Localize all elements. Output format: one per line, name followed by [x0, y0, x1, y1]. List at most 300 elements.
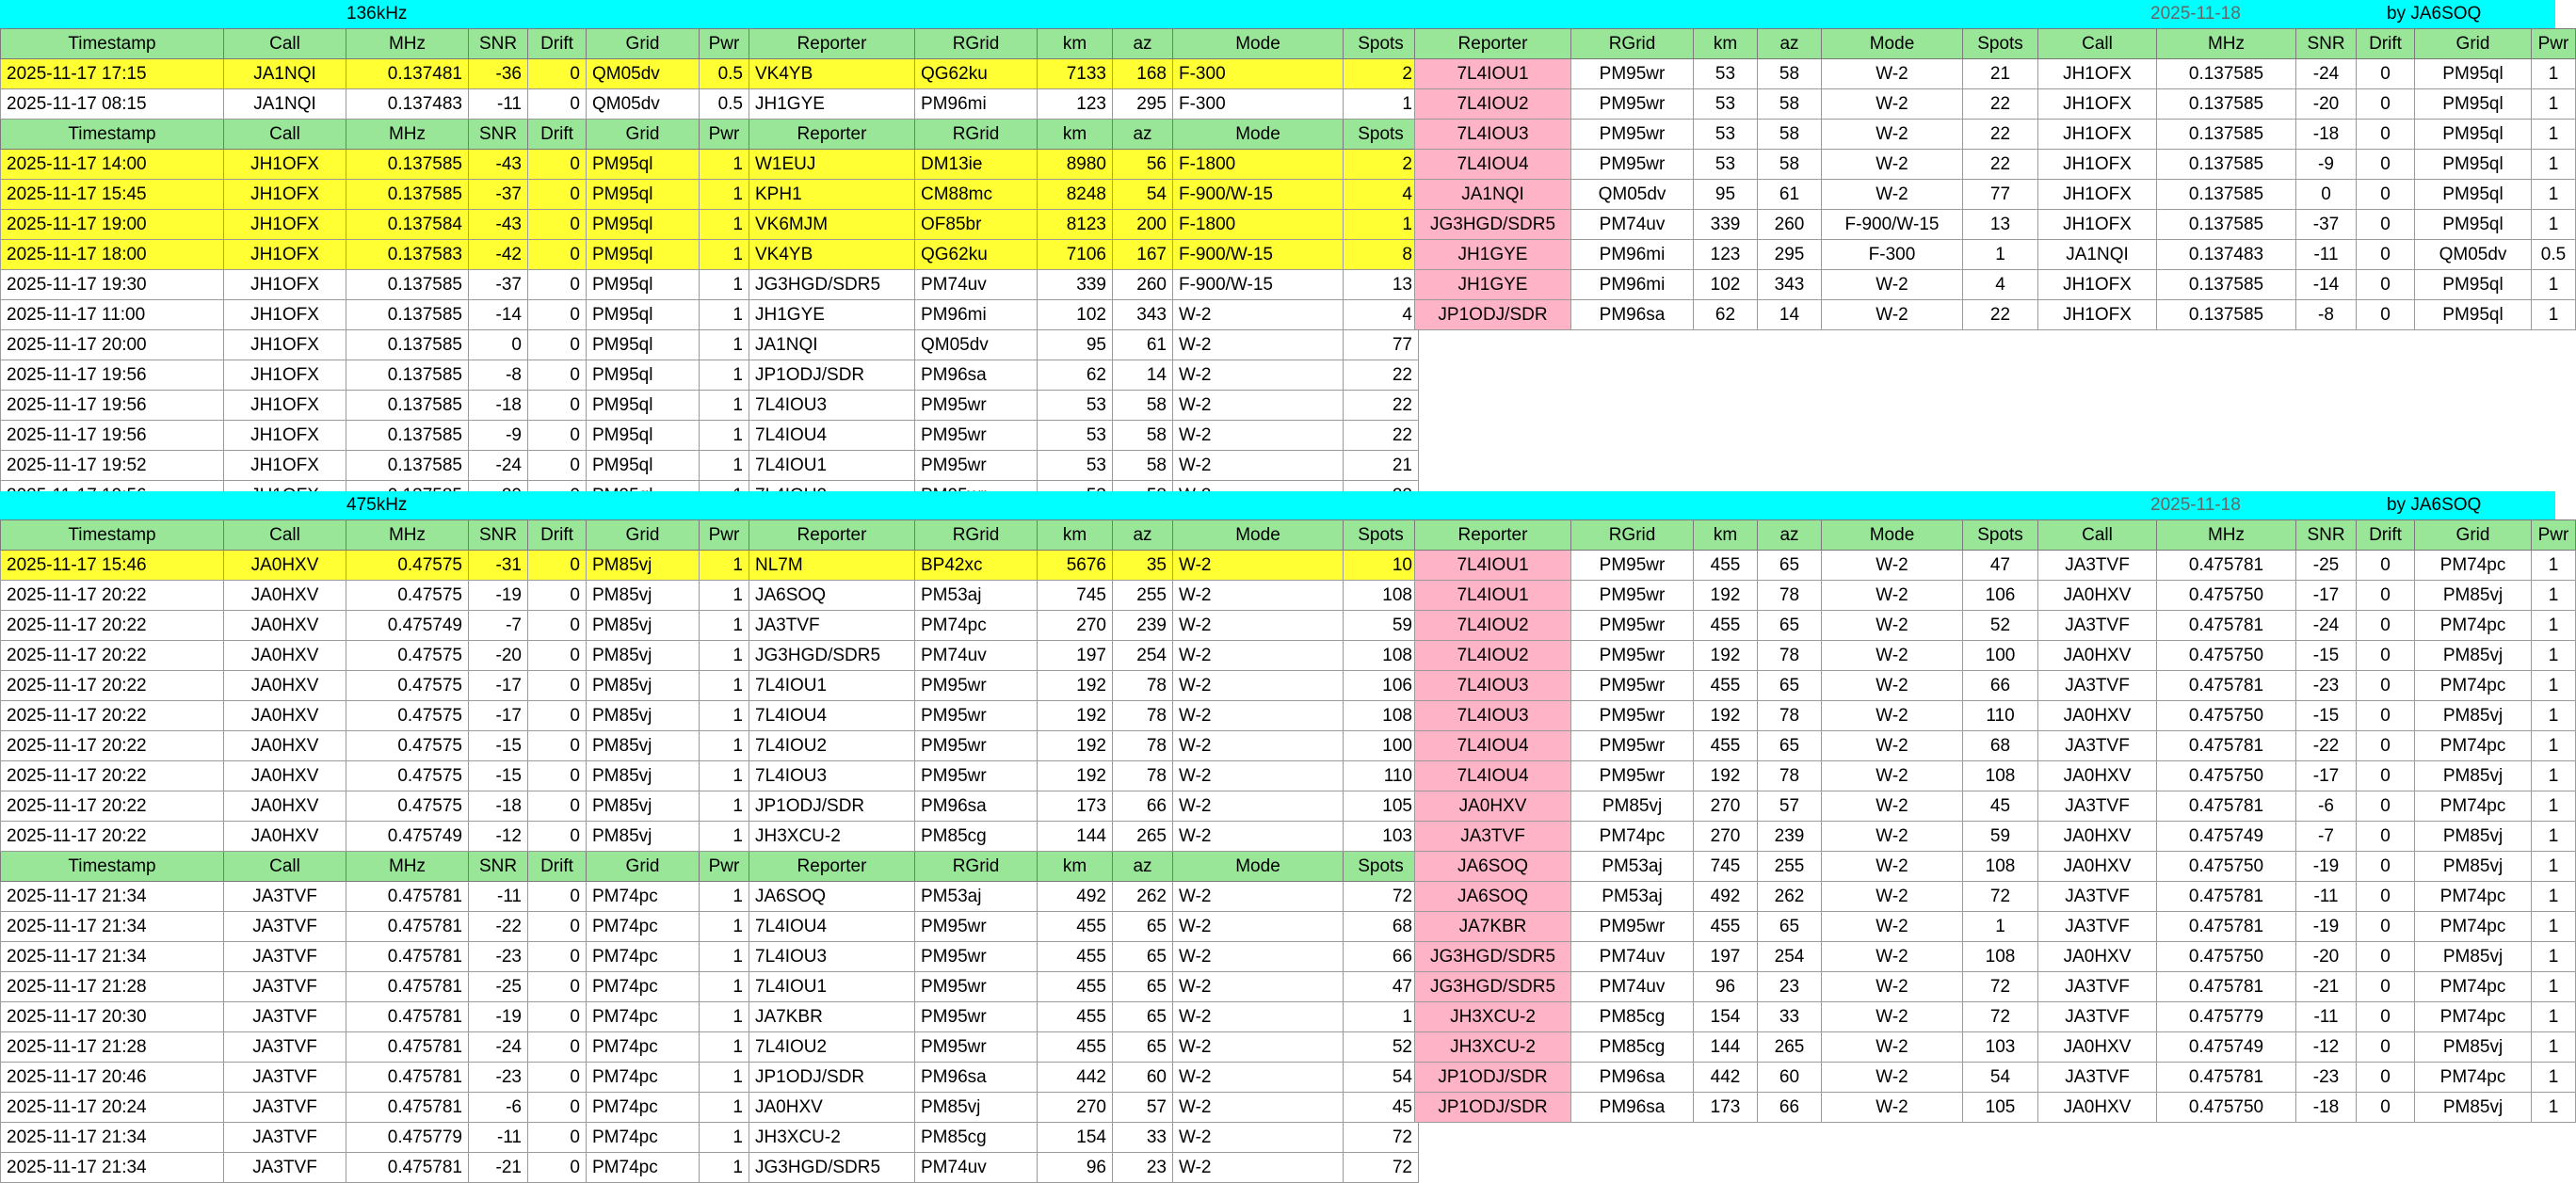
table-cell: 58: [1758, 89, 1822, 120]
table-cell: 200: [1113, 210, 1173, 240]
table-cell: 1: [700, 641, 749, 671]
table-cell: 1: [2532, 972, 2576, 1002]
table-cell: PM74pc: [2415, 791, 2532, 822]
table-cell: F-900/W-15: [1822, 210, 1963, 240]
table-cell: W-2: [1822, 852, 1963, 882]
table-cell: 0: [528, 611, 587, 641]
table-cell: PM74pc: [2415, 972, 2532, 1002]
table-cell: F-900/W-15: [1173, 270, 1344, 300]
table-cell: PM85cg: [1571, 1002, 1694, 1032]
column-header: km: [1038, 29, 1113, 59]
table-cell: 0: [2357, 180, 2415, 210]
table-cell: 0.47575: [346, 701, 469, 731]
table-cell: 0.475781: [346, 1032, 469, 1063]
table-cell: W-2: [1822, 300, 1963, 330]
reporter-cell: 7L4IOU4: [1415, 150, 1571, 180]
table-cell: JA1NQI: [749, 330, 915, 360]
table-header-row: [1, 852, 1419, 882]
table-cell: PM95wr: [915, 1032, 1038, 1063]
table-cell: JA3TVF: [224, 942, 346, 972]
table-cell: 0.137585: [2157, 59, 2296, 89]
table-cell: W-2: [1173, 822, 1344, 852]
column-header: Grid: [587, 852, 700, 882]
table-row: [1, 180, 1419, 210]
table-row: [1, 611, 1419, 641]
column-header: SNR: [469, 120, 528, 150]
table-cell: PM85vj: [2415, 1032, 2532, 1063]
table-cell: 0.137585: [346, 150, 469, 180]
table-cell: -24: [469, 451, 528, 481]
table-cell: 100: [1344, 731, 1419, 761]
table-cell: 0.475750: [2157, 942, 2296, 972]
table-row: [1, 150, 1419, 180]
table-cell: 455: [1694, 611, 1758, 641]
column-header: Reporter: [749, 120, 915, 150]
table-cell: 2025-11-17 19:00: [1, 210, 224, 240]
reporter-cell: 7L4IOU2: [1415, 89, 1571, 120]
table-cell: F-1800: [1173, 210, 1344, 240]
table-cell: 2025-11-17 20:00: [1, 330, 224, 360]
column-header: az: [1113, 120, 1173, 150]
column-header: Spots: [1344, 29, 1419, 59]
table-row: [1, 421, 1419, 451]
column-header: Spots: [1963, 29, 2038, 59]
table-cell: 33: [1113, 1123, 1173, 1153]
table-cell: 7L4IOU1: [749, 671, 915, 701]
table-cell: 2025-11-17 20:30: [1, 1002, 224, 1032]
table-cell: W-2: [1173, 1153, 1344, 1183]
table-cell: W-2: [1822, 791, 1963, 822]
table-cell: PM95wr: [1571, 551, 1694, 581]
table-cell: 0: [2357, 882, 2415, 912]
table-cell: 0: [2357, 1002, 2415, 1032]
table-row: [1, 791, 1419, 822]
table-cell: PM74pc: [587, 972, 700, 1002]
table-cell: PM96sa: [915, 1063, 1038, 1093]
table-cell: 1: [700, 1063, 749, 1093]
reporter-cell: JA6SOQ: [1415, 882, 1571, 912]
table-cell: PM74pc: [2415, 1063, 2532, 1093]
table-header-row: [1, 120, 1419, 150]
table-cell: PM74pc: [2415, 671, 2532, 701]
table-cell: 78: [1113, 701, 1173, 731]
reporter-cell: JA0HXV: [1415, 791, 1571, 822]
table-cell: JA3TVF: [224, 1002, 346, 1032]
table-cell: -37: [2296, 210, 2357, 240]
table-cell: 0: [528, 330, 587, 360]
table-cell: 65: [1113, 942, 1173, 972]
table-cell: JH1OFX: [224, 150, 346, 180]
table-cell: 0: [528, 1032, 587, 1063]
table-cell: 0: [528, 89, 587, 120]
column-header: SNR: [469, 520, 528, 551]
table-cell: 22: [1344, 421, 1419, 451]
table-cell: 7L4IOU4: [749, 912, 915, 942]
reporter-cell: JA6SOQ: [1415, 852, 1571, 882]
table-cell: W-2: [1173, 972, 1344, 1002]
table-row: [1415, 240, 2576, 270]
table-cell: W-2: [1822, 1093, 1963, 1123]
table-cell: 0: [2357, 611, 2415, 641]
table-row: [1415, 731, 2576, 761]
table-cell: PM95wr: [915, 671, 1038, 701]
table-row: [1415, 300, 2576, 330]
table-cell: PM95ql: [587, 210, 700, 240]
table-cell: -18: [2296, 120, 2357, 150]
table-row: [1, 942, 1419, 972]
table-cell: 47: [1963, 551, 2038, 581]
table-cell: 96: [1038, 1153, 1113, 1183]
table-cell: JA3TVF: [2038, 791, 2157, 822]
table-cell: 0: [528, 300, 587, 330]
table-cell: PM74uv: [1571, 972, 1694, 1002]
reporter-cell: JG3HGD/SDR5: [1415, 210, 1571, 240]
table-cell: 0: [528, 240, 587, 270]
table-cell: JA3TVF: [2038, 551, 2157, 581]
table-cell: PM95ql: [587, 451, 700, 481]
table-cell: W-2: [1173, 611, 1344, 641]
spots-table-475khz: [0, 520, 1419, 1183]
column-header: Call: [224, 29, 346, 59]
table-row: [1, 671, 1419, 701]
table-cell: PM95ql: [2415, 89, 2532, 120]
reporter-cell: 7L4IOU1: [1415, 581, 1571, 611]
column-header: Call: [224, 120, 346, 150]
table-cell: PM96mi: [915, 300, 1038, 330]
table-cell: 1: [700, 240, 749, 270]
table-cell: PM74pc: [1571, 822, 1694, 852]
reporter-cell: JH1GYE: [1415, 240, 1571, 270]
table-cell: -42: [469, 240, 528, 270]
table-cell: -17: [2296, 761, 2357, 791]
column-header: Drift: [528, 29, 587, 59]
table-cell: 0.475781: [2157, 972, 2296, 1002]
table-cell: 2025-11-17 20:22: [1, 791, 224, 822]
table-cell: PM53aj: [1571, 882, 1694, 912]
table-cell: 0.137483: [2157, 240, 2296, 270]
table-cell: JA0HXV: [224, 822, 346, 852]
table-cell: 108: [1963, 761, 2038, 791]
table-cell: 1: [2532, 822, 2576, 852]
table-cell: PM95wr: [1571, 701, 1694, 731]
table-cell: 0.475781: [346, 1093, 469, 1123]
table-cell: PM74pc: [587, 1093, 700, 1123]
table-cell: JA6SOQ: [749, 581, 915, 611]
table-cell: NL7M: [749, 551, 915, 581]
table-cell: 0: [528, 551, 587, 581]
table-cell: PM95ql: [2415, 180, 2532, 210]
table-cell: W-2: [1173, 1063, 1344, 1093]
table-cell: JA0HXV: [224, 551, 346, 581]
table-cell: 0.475750: [2157, 761, 2296, 791]
table-cell: 0.475749: [346, 611, 469, 641]
table-cell: PM74uv: [1571, 942, 1694, 972]
table-cell: JH1OFX: [224, 270, 346, 300]
table-row: [1, 1032, 1419, 1063]
column-header: SNR: [2296, 29, 2357, 59]
table-cell: W-2: [1822, 551, 1963, 581]
table-cell: -19: [2296, 912, 2357, 942]
table-row: [1415, 89, 2576, 120]
table-cell: 144: [1038, 822, 1113, 852]
table-cell: W-2: [1822, 912, 1963, 942]
table-cell: 0.47575: [346, 671, 469, 701]
table-cell: -25: [2296, 551, 2357, 581]
table-cell: 0.137585: [2157, 210, 2296, 240]
table-cell: 1: [700, 300, 749, 330]
table-cell: W-2: [1173, 451, 1344, 481]
table-cell: JA1NQI: [2038, 240, 2157, 270]
table-cell: W-2: [1822, 701, 1963, 731]
table-cell: 56: [1113, 150, 1173, 180]
table-cell: 0: [528, 701, 587, 731]
table-cell: 0: [2357, 912, 2415, 942]
table-cell: 61: [1758, 180, 1822, 210]
table-cell: 0: [528, 391, 587, 421]
table-cell: JH1OFX: [224, 451, 346, 481]
table-cell: 58: [1758, 59, 1822, 89]
column-header: Timestamp: [1, 120, 224, 150]
table-cell: 108: [1344, 581, 1419, 611]
column-header: MHz: [346, 520, 469, 551]
table-cell: 0: [528, 451, 587, 481]
table-cell: JA3TVF: [224, 972, 346, 1002]
table-cell: JA0HXV: [224, 611, 346, 641]
table-cell: JA0HXV: [2038, 761, 2157, 791]
table-cell: 52: [1963, 611, 2038, 641]
column-header: az: [1758, 29, 1822, 59]
table-cell: PM95ql: [2415, 59, 2532, 89]
table-cell: W-2: [1173, 1123, 1344, 1153]
table-cell: W-2: [1173, 671, 1344, 701]
column-header: Mode: [1173, 852, 1344, 882]
table-cell: 343: [1758, 270, 1822, 300]
reporter-cell: 7L4IOU1: [1415, 59, 1571, 89]
table-cell: 265: [1758, 1032, 1822, 1063]
table-cell: JH1OFX: [2038, 300, 2157, 330]
table-cell: PM85vj: [2415, 852, 2532, 882]
column-header: SNR: [2296, 520, 2357, 551]
table-cell: PM95ql: [587, 391, 700, 421]
table-cell: 1: [700, 611, 749, 641]
table-cell: PM74pc: [587, 1002, 700, 1032]
table-cell: 78: [1113, 761, 1173, 791]
table-cell: 154: [1038, 1123, 1113, 1153]
table-cell: 343: [1113, 300, 1173, 330]
table-row: [1415, 59, 2576, 89]
table-cell: 2025-11-17 21:34: [1, 942, 224, 972]
table-cell: 62: [1694, 300, 1758, 330]
table-cell: 105: [1963, 1093, 2038, 1123]
table-cell: 77: [1963, 180, 2038, 210]
table-cell: 65: [1758, 912, 1822, 942]
table-cell: 66: [1963, 671, 2038, 701]
table-cell: 0.137585: [346, 300, 469, 330]
table-cell: PM74pc: [2415, 912, 2532, 942]
table-cell: 1: [700, 761, 749, 791]
table-cell: 0: [528, 59, 587, 89]
table-cell: 1: [2532, 89, 2576, 120]
table-cell: JA3TVF: [2038, 1002, 2157, 1032]
table-cell: 192: [1694, 581, 1758, 611]
table-cell: 7L4IOU3: [749, 761, 915, 791]
table-cell: W-2: [1173, 1002, 1344, 1032]
table-cell: PM74pc: [587, 1032, 700, 1063]
table-cell: 0.475781: [346, 1002, 469, 1032]
table-cell: 54: [1344, 1063, 1419, 1093]
table-cell: JH3XCU-2: [749, 822, 915, 852]
table-cell: 339: [1694, 210, 1758, 240]
table-cell: -31: [469, 551, 528, 581]
table-cell: 1: [1344, 1002, 1419, 1032]
table-cell: 254: [1758, 942, 1822, 972]
band-date: 2025-11-18: [2150, 495, 2241, 515]
table-cell: 7L4IOU4: [749, 701, 915, 731]
table-cell: JA3TVF: [2038, 671, 2157, 701]
column-header: Drift: [2357, 520, 2415, 551]
table-cell: 442: [1694, 1063, 1758, 1093]
table-cell: W-2: [1173, 1093, 1344, 1123]
reporter-cell: JG3HGD/SDR5: [1415, 972, 1571, 1002]
table-cell: JA0HXV: [224, 671, 346, 701]
table-cell: 4: [1344, 180, 1419, 210]
table-cell: PM85vj: [2415, 1093, 2532, 1123]
column-header: Mode: [1822, 29, 1963, 59]
table-cell: 0.137481: [346, 59, 469, 89]
table-cell: 2025-11-17 11:00: [1, 300, 224, 330]
table-cell: PM85vj: [2415, 581, 2532, 611]
table-cell: 262: [1758, 882, 1822, 912]
column-header: Call: [224, 852, 346, 882]
table-cell: KPH1: [749, 180, 915, 210]
table-cell: PM74pc: [2415, 1002, 2532, 1032]
table-cell: 102: [1694, 270, 1758, 300]
table-cell: 0.475749: [2157, 1032, 2296, 1063]
table-cell: PM95wr: [915, 421, 1038, 451]
table-cell: -15: [2296, 701, 2357, 731]
table-cell: 2025-11-17 14:00: [1, 150, 224, 180]
table-cell: JA3TVF: [224, 1063, 346, 1093]
column-header: Call: [2038, 29, 2157, 59]
table-cell: 0.475781: [346, 1063, 469, 1093]
table-cell: W-2: [1173, 761, 1344, 791]
table-cell: 78: [1758, 701, 1822, 731]
table-cell: 22: [1963, 300, 2038, 330]
table-cell: PM85cg: [1571, 1032, 1694, 1063]
table-cell: 7L4IOU4: [749, 421, 915, 451]
table-cell: 21: [1963, 59, 2038, 89]
table-cell: 0: [528, 1063, 587, 1093]
table-cell: 1: [700, 1123, 749, 1153]
table-cell: 0.137585: [346, 451, 469, 481]
table-cell: 2025-11-17 20:22: [1, 641, 224, 671]
table-cell: PM95ql: [587, 270, 700, 300]
table-row: [1, 731, 1419, 761]
table-cell: JH1OFX: [2038, 150, 2157, 180]
table-cell: W-2: [1822, 641, 1963, 671]
table-cell: PM85vj: [587, 822, 700, 852]
table-cell: 65: [1758, 551, 1822, 581]
table-cell: 492: [1038, 882, 1113, 912]
table-cell: JA3TVF: [224, 1153, 346, 1183]
reporter-cell: JA3TVF: [1415, 822, 1571, 852]
table-cell: 0.475750: [2157, 852, 2296, 882]
table-cell: 72: [1963, 882, 2038, 912]
column-header: Timestamp: [1, 29, 224, 59]
table-cell: JA0HXV: [224, 791, 346, 822]
table-cell: 0.475781: [2157, 611, 2296, 641]
table-cell: 455: [1694, 731, 1758, 761]
table-row: [1415, 701, 2576, 731]
table-cell: W-2: [1173, 641, 1344, 671]
table-row: [1, 1002, 1419, 1032]
table-cell: 66: [1758, 1093, 1822, 1123]
table-cell: 108: [1344, 641, 1419, 671]
table-cell: 68: [1344, 912, 1419, 942]
table-row: [1, 1123, 1419, 1153]
table-cell: JA3TVF: [224, 912, 346, 942]
table-cell: JA0HXV: [224, 581, 346, 611]
table-cell: 1: [2532, 791, 2576, 822]
table-cell: 455: [1694, 912, 1758, 942]
table-cell: JH1OFX: [224, 240, 346, 270]
table-cell: 254: [1113, 641, 1173, 671]
table-cell: JG3HGD/SDR5: [749, 641, 915, 671]
table-cell: JA0HXV: [2038, 1093, 2157, 1123]
table-cell: 197: [1038, 641, 1113, 671]
table-cell: 2025-11-17 20:22: [1, 611, 224, 641]
table-cell: JH1OFX: [224, 180, 346, 210]
table-cell: 106: [1344, 671, 1419, 701]
table-cell: 0: [2357, 791, 2415, 822]
table-cell: 1: [2532, 180, 2576, 210]
column-header: Grid: [587, 120, 700, 150]
table-cell: 0: [2357, 1063, 2415, 1093]
table-cell: -11: [469, 882, 528, 912]
table-cell: 1: [700, 822, 749, 852]
table-cell: 95: [1694, 180, 1758, 210]
table-cell: 65: [1758, 671, 1822, 701]
table-cell: 2025-11-17 21:34: [1, 1153, 224, 1183]
table-cell: 45: [1344, 1093, 1419, 1123]
table-cell: 1: [2532, 912, 2576, 942]
column-header: MHz: [346, 852, 469, 882]
column-header: RGrid: [915, 852, 1038, 882]
table-cell: 1: [2532, 270, 2576, 300]
column-header: Call: [224, 520, 346, 551]
table-cell: -9: [2296, 150, 2357, 180]
table-cell: JA0HXV: [2038, 942, 2157, 972]
table-cell: -19: [2296, 852, 2357, 882]
table-cell: 2025-11-17 20:22: [1, 822, 224, 852]
table-row: [1, 451, 1419, 481]
table-row: [1415, 210, 2576, 240]
reporter-cell: JP1ODJ/SDR: [1415, 1093, 1571, 1123]
table-cell: -37: [469, 180, 528, 210]
column-header: Spots: [1344, 852, 1419, 882]
table-cell: -15: [2296, 641, 2357, 671]
table-cell: 7L4IOU1: [749, 451, 915, 481]
table-cell: 59: [1963, 822, 2038, 852]
table-cell: W-2: [1173, 581, 1344, 611]
table-cell: 1: [2532, 300, 2576, 330]
table-cell: PM95wr: [915, 1002, 1038, 1032]
table-cell: PM96mi: [1571, 240, 1694, 270]
table-cell: 60: [1758, 1063, 1822, 1093]
table-cell: 2025-11-17 20:22: [1, 761, 224, 791]
table-cell: PM85vj: [587, 611, 700, 641]
table-cell: 7L4IOU2: [749, 731, 915, 761]
